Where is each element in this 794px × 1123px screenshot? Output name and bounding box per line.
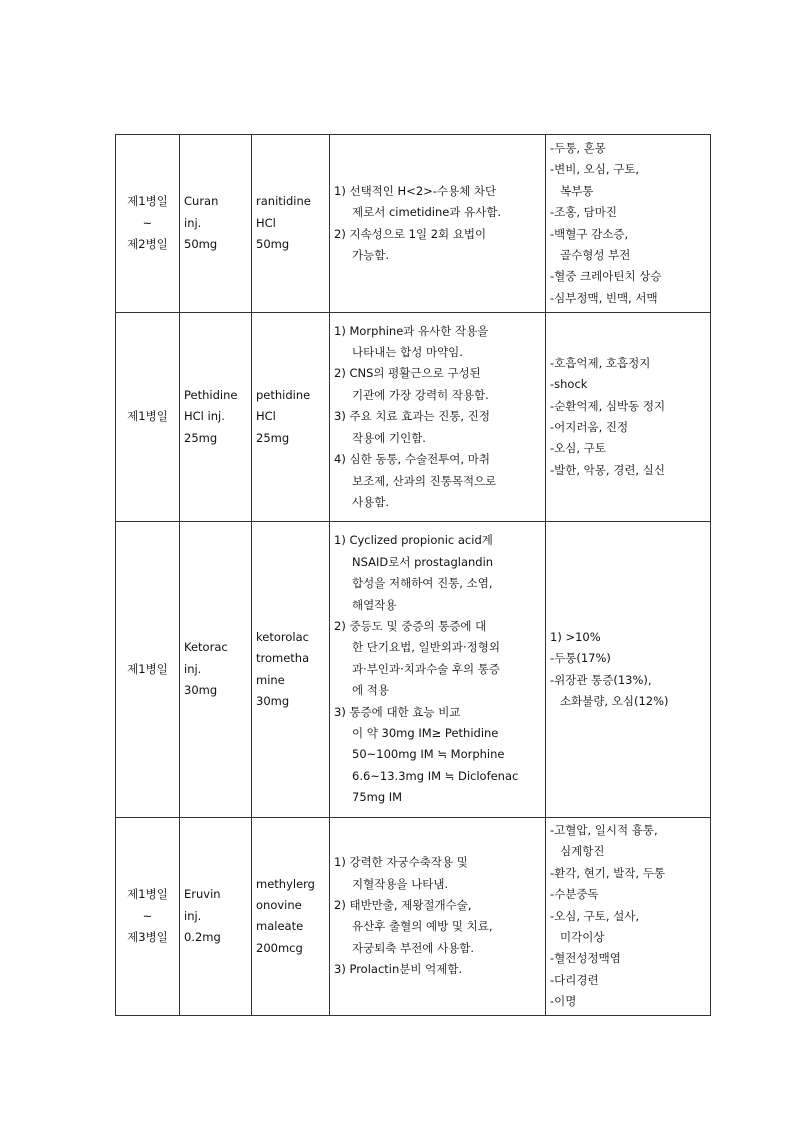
- table-row: [116, 313, 711, 522]
- side-effects-cell-line: 복부통: [560, 183, 594, 198]
- ingredient-cell-line: ketorolac: [256, 629, 309, 644]
- description-cell-line: 1) Cyclized propionic acid계: [334, 533, 493, 548]
- description-cell-line: 지혈작용을 나타냄.: [352, 876, 449, 891]
- product-name-cell: [180, 313, 252, 522]
- admin-day-cell-line: 제1병일: [127, 409, 168, 424]
- side-effects-cell-line: -두통, 혼몽: [550, 140, 606, 155]
- side-effects-cell: [546, 522, 711, 818]
- description-cell-line: 기관에 가장 강력히 작용함.: [352, 387, 489, 402]
- description-cell-line: 한 단기요법, 일반외과·정형외: [352, 640, 500, 655]
- description-cell-line: 50~100mg IM ≒ Morphine: [352, 747, 505, 762]
- admin-day-cell: [116, 522, 180, 818]
- description-cell-line: 1) 강력한 자궁수축작용 및: [334, 855, 468, 870]
- side-effects-cell-line: 소화불량, 오심(12%): [560, 693, 669, 708]
- ingredient-cell-line: mine: [256, 672, 285, 687]
- side-effects-cell: [546, 818, 711, 1016]
- ingredient-cell-line: onovine: [256, 897, 302, 912]
- admin-day-cell-line: 제1병일: [127, 194, 168, 209]
- ingredient-cell: [252, 818, 330, 1016]
- description-cell-line: 3) 주요 치료 효과는 진통, 진정: [334, 409, 490, 424]
- table-row: [116, 818, 711, 1016]
- ingredient-cell: [252, 522, 330, 818]
- description-cell: [330, 818, 546, 1016]
- product-name-cell-line: inj.: [184, 908, 202, 923]
- description-cell-line: 보조제, 산과의 진통목적으로: [352, 473, 497, 488]
- side-effects-cell-line: -심부정맥, 빈맥, 서맥: [550, 290, 658, 305]
- side-effects-cell-line: -호흡억제, 호흡정지: [550, 355, 651, 370]
- table-row: [116, 522, 711, 818]
- description-cell-line: 2) CNS의 평활근으로 구성된: [334, 366, 481, 381]
- description-cell-line: 유산후 출혈의 예방 및 치료,: [352, 919, 493, 934]
- description-cell-line: 2) 지속성으로 1일 2회 요법이: [334, 226, 487, 241]
- product-name-cell-line: inj.: [184, 661, 202, 676]
- side-effects-cell-line: -위장관 통증(13%),: [550, 672, 652, 687]
- product-name-cell-line: 30mg: [184, 683, 218, 698]
- ingredient-cell-line: 30mg: [256, 693, 290, 708]
- side-effects-cell: [546, 313, 711, 522]
- medication-table: [115, 134, 711, 1016]
- description-cell-line: 1) Morphine과 유사한 작용을: [334, 323, 489, 338]
- side-effects-cell-line: -두통(17%): [550, 651, 611, 666]
- side-effects-cell-line: -순환억제, 심박동 정지: [550, 398, 666, 413]
- side-effects-cell-line: -혈전성정맥염: [550, 951, 621, 966]
- product-name-cell-line: HCl inj.: [184, 409, 225, 424]
- admin-day-cell-line: ~: [142, 215, 153, 230]
- admin-day-cell-line: 제1병일: [127, 661, 168, 676]
- side-effects-cell-line: -혈중 크레아틴치 상승: [550, 269, 662, 284]
- description-cell-line: 6.6~13.3mg IM ≒ Diclofenac: [352, 768, 519, 783]
- side-effects-cell-line: -오심, 구토: [550, 441, 606, 456]
- product-name-cell: [180, 522, 252, 818]
- side-effects-cell-line: 1) >10%: [550, 629, 601, 644]
- side-effects-cell-line: -고혈압, 일시적 흉통,: [550, 823, 658, 837]
- description-cell-line: 2) 태반만출, 제왕절개수술,: [334, 897, 472, 912]
- product-name-cell-line: 25mg: [184, 430, 218, 445]
- product-name-cell-line: 0.2mg: [184, 930, 221, 945]
- description-cell-line: 자궁퇴축 부전에 사용함.: [352, 940, 475, 955]
- admin-day-cell-line: 제3병일: [127, 930, 168, 945]
- description-cell-line: 해열작용: [352, 597, 397, 612]
- ingredient-cell: [252, 313, 330, 522]
- description-cell: [330, 313, 546, 522]
- description-cell: [330, 135, 546, 313]
- ingredient-cell-line: maleate: [256, 919, 304, 934]
- description-cell-line: 3) 통증에 대한 효능 비교: [334, 704, 461, 719]
- side-effects-cell-line: -어지러움, 진정: [550, 420, 629, 434]
- admin-day-cell: [116, 313, 180, 522]
- side-effects-cell-line: -조홍, 담마진: [550, 205, 618, 220]
- side-effects-cell-line: -shock: [550, 377, 588, 392]
- side-effects-cell-line: -수분중독: [550, 887, 599, 902]
- ingredient-cell-line: 25mg: [256, 430, 290, 445]
- description-cell-line: 작용에 기인함.: [352, 430, 426, 445]
- description-cell-line: 사용함.: [352, 494, 389, 509]
- side-effects-cell-line: 골수형성 부전: [560, 247, 631, 262]
- product-name-cell-line: Pethidine: [184, 387, 238, 402]
- ingredient-cell-line: trometha: [256, 651, 310, 666]
- side-effects-cell-line: 심계항진: [560, 844, 605, 859]
- side-effects-cell-line: -환각, 현기, 발작, 두통: [550, 865, 665, 880]
- side-effects-cell-line: -다리경련: [550, 972, 599, 987]
- table-row: [116, 135, 711, 313]
- ingredient-cell-line: HCl: [256, 409, 276, 424]
- description-cell-line: 2) 중등도 및 중증의 통증에 대: [334, 618, 487, 633]
- description-cell-line: 제로서 cimetidine과 유사함.: [352, 205, 502, 220]
- ingredient-cell-line: 200mcg: [256, 940, 303, 955]
- admin-day-cell: [116, 818, 180, 1016]
- admin-day-cell-line: 제1병일: [127, 887, 168, 902]
- ingredient-cell-line: HCl: [256, 215, 276, 230]
- product-name-cell-line: inj.: [184, 215, 202, 230]
- description-cell-line: 에 적용: [352, 683, 389, 698]
- product-name-cell-line: Curan: [184, 194, 219, 209]
- ingredient-cell-line: pethidine: [256, 387, 311, 402]
- medication-table-body: [116, 135, 711, 1016]
- description-cell-line: 가능함.: [352, 247, 389, 262]
- ingredient-cell-line: 50mg: [256, 237, 290, 252]
- admin-day-cell-line: ~: [142, 908, 153, 923]
- description-cell-line: 3) Prolactin분비 억제함.: [334, 962, 463, 977]
- product-name-cell: [180, 818, 252, 1016]
- side-effects-cell-line: 미각이상: [560, 930, 605, 945]
- description-cell-line: NSAID로서 prostaglandin: [352, 554, 494, 569]
- ingredient-cell: [252, 135, 330, 313]
- admin-day-cell-line: 제2병일: [127, 237, 168, 252]
- product-name-cell-line: 50mg: [184, 237, 218, 252]
- admin-day-cell: [116, 135, 180, 313]
- ingredient-cell-line: methylerg: [256, 876, 315, 891]
- description-cell-line: 과·부인과·치과수술 후의 통증: [352, 661, 500, 676]
- product-name-cell-line: Ketorac: [184, 640, 228, 655]
- description-cell-line: 75mg IM: [352, 790, 403, 805]
- side-effects-cell-line: -백혈구 감소증,: [550, 226, 629, 241]
- description-cell-line: 이 약 30mg IM≥ Pethidine: [352, 726, 499, 741]
- side-effects-cell-line: -이명: [550, 994, 577, 1009]
- side-effects-cell: [546, 135, 711, 313]
- side-effects-cell-line: -오심, 구토, 설사,: [550, 908, 640, 923]
- ingredient-cell-line: ranitidine: [256, 194, 311, 209]
- product-name-cell-line: Eruvin: [184, 887, 221, 902]
- description-cell-line: 합성을 저해하여 진통, 소염,: [352, 576, 493, 591]
- product-name-cell: [180, 135, 252, 313]
- description-cell-line: 4) 심한 동통, 수술전투여, 마취: [334, 452, 490, 467]
- side-effects-cell-line: -변비, 오심, 구토,: [550, 162, 640, 177]
- side-effects-cell-line: -발한, 악몽, 경련, 실신: [550, 462, 665, 477]
- description-cell-line: 1) 선택적인 H<2>-수용체 차단: [334, 183, 497, 198]
- description-cell: [330, 522, 546, 818]
- description-cell-line: 나타내는 합성 마약임.: [352, 345, 463, 360]
